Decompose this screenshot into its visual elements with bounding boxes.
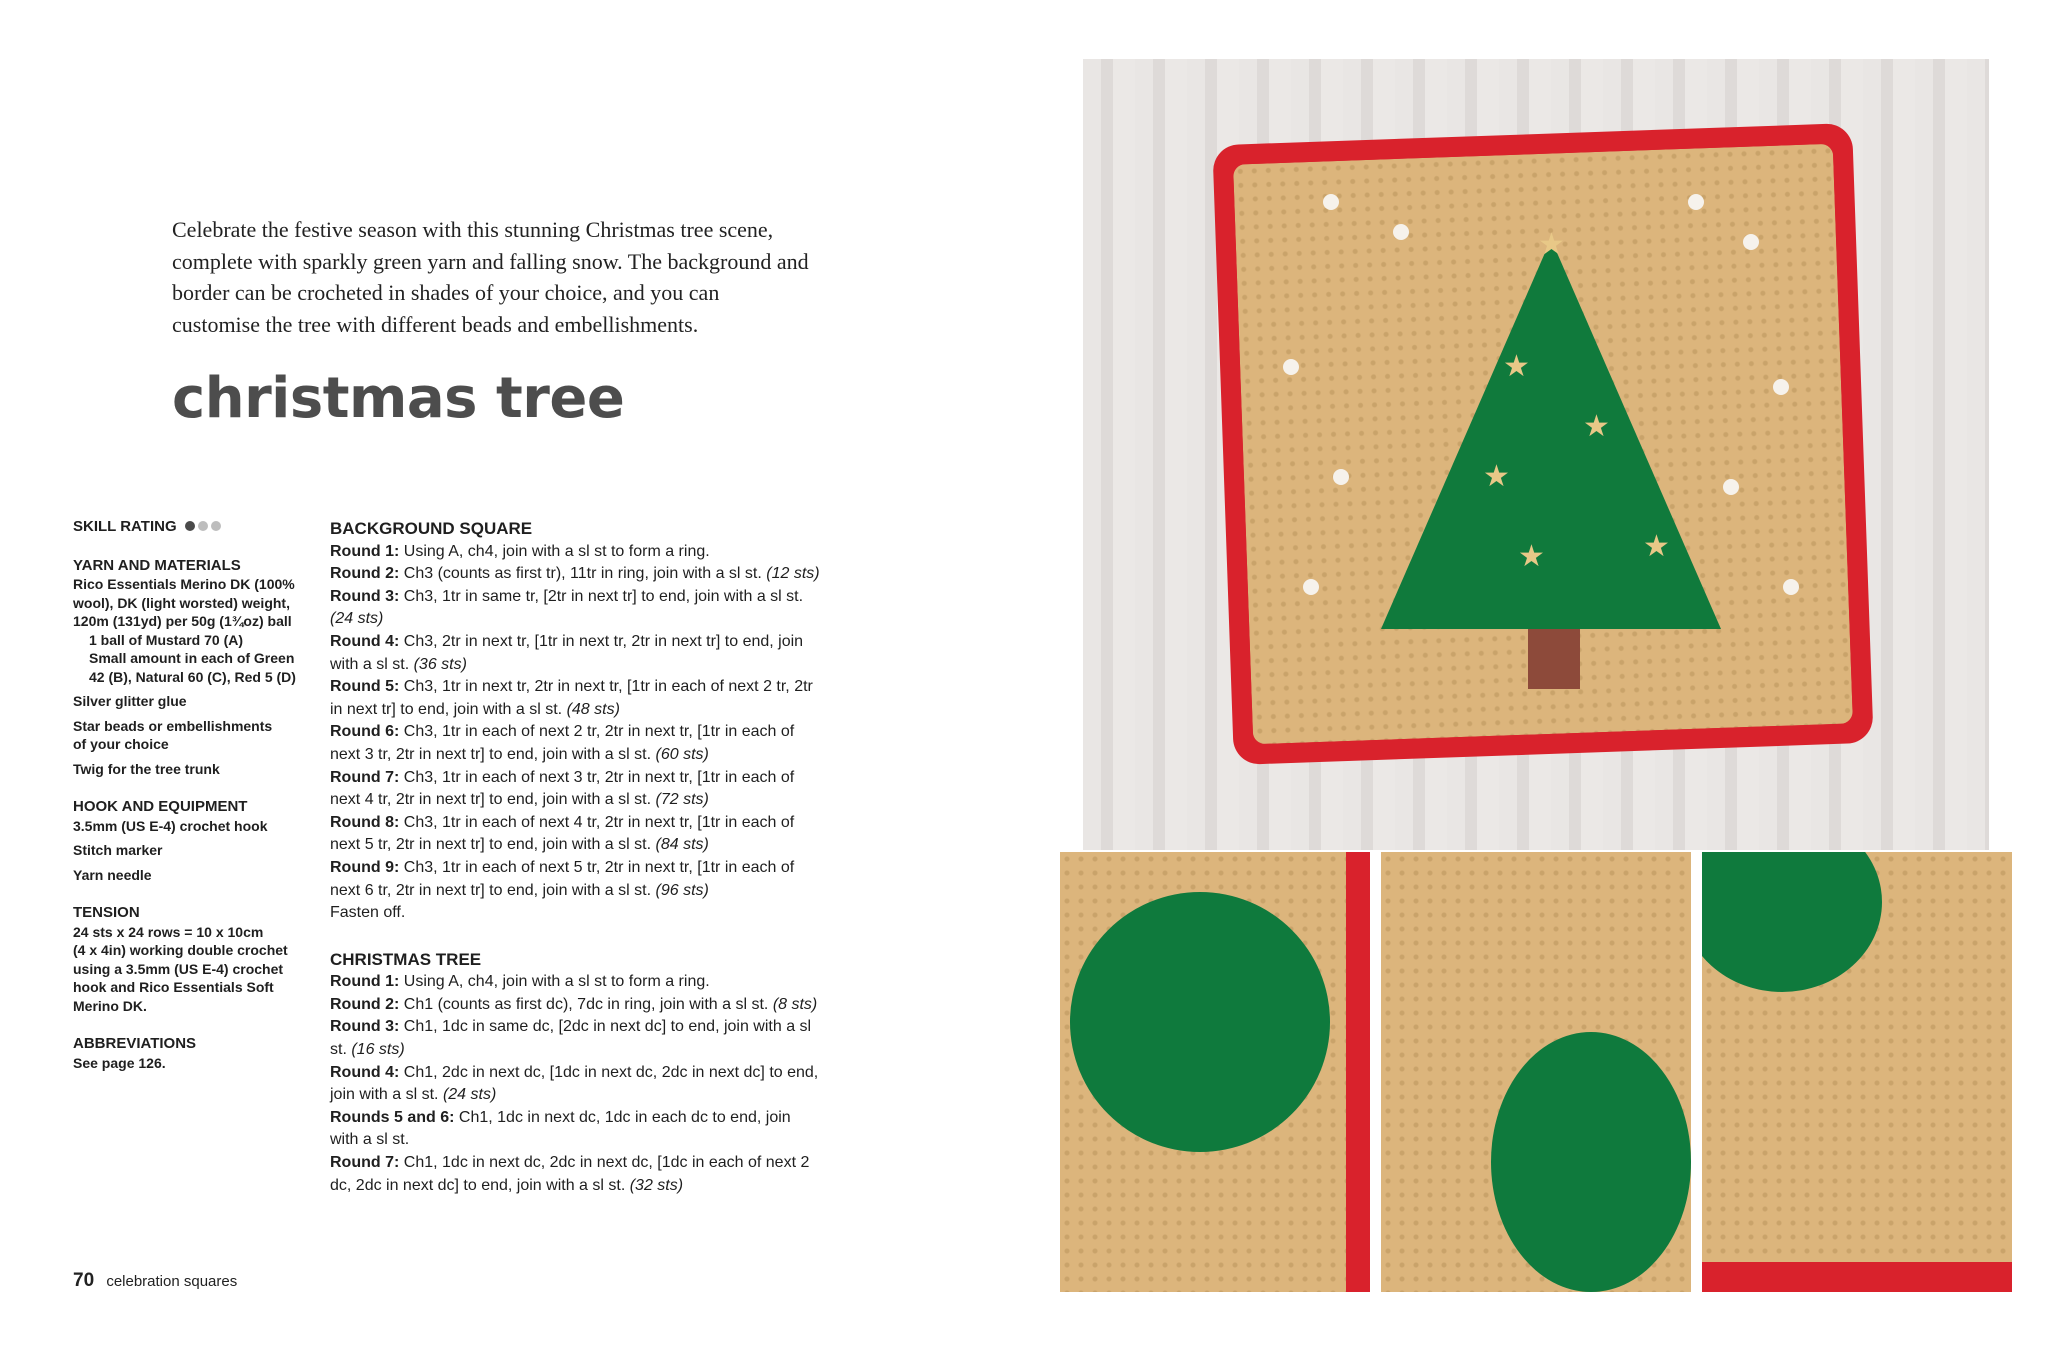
pattern-round [330,812,820,857]
round-label: Rounds 5 and 6: [330,1108,455,1126]
material-twig: Twig for the tree trunk [73,760,220,777]
round-text: Ch3, 2tr in next tr, [1tr in next tr, 2tr in next tr] to end, join with a sl st. [330,632,804,673]
detail-photo-3 [1702,852,2012,1292]
stitch-count: (48 sts) [566,700,620,718]
abbreviations-text: See page 126. [73,1054,166,1071]
tree-rounds [330,971,820,1197]
round-text: Ch1, 1dc in next dc, 1dc in each dc to end, join with a sl st. [330,1108,791,1149]
snow-bead [1773,379,1789,395]
text-line: 1 ball of Mustard 70 (A) [89,631,244,648]
round-text: Ch1, 1dc in same dc, [2dc in next dc] to end, join with a sl st. [330,1018,812,1059]
star-bead: ★ [1643,530,1670,563]
stitch-count: (84 sts) [655,836,709,854]
text-line: 42 (B), Natural 60 (C), Red 5 (D) [89,668,296,685]
text-line: 120m (131yd) per 50g (1¾oz) ball [73,613,292,630]
section-name: celebration squares [106,1273,238,1290]
yarn-colours [73,631,313,687]
round-text: Ch3 (counts as first tr), 11tr in ring, join with a sl st. [399,565,762,583]
pattern-instructions [330,518,820,1197]
round-label: Round 1: [330,542,400,560]
round-label: Round 8: [330,813,400,831]
round-label: Round 4: [330,1063,400,1081]
background-rounds [330,541,820,903]
pattern-round [330,1107,820,1152]
skill-rating [73,518,313,537]
round-label: Round 4: [330,632,400,650]
star-bead: ★ [1583,410,1610,443]
intro-paragraph: Celebrate the festive season with this stunning Christmas tree scene, complete with sparkly green yarn and falling snow. The background and border can be crocheted in shades of your choice, and you can customise the tree with different beads and embellishments. [172,217,809,337]
round-label: Round 2: [330,565,400,583]
stitch-count: (8 sts) [772,995,818,1013]
snow-bead [1333,469,1349,485]
tree-detail [1702,852,1882,992]
main-photo [1083,59,1989,850]
yarn-heading: YARN AND MATERIALS [73,556,241,574]
round-label: Round 2: [330,995,400,1013]
pattern-round [330,586,820,631]
tree-detail [1070,892,1330,1152]
skill-dot [198,521,208,531]
round-text: Ch3, 1tr in same tr, [2tr in next tr] to end, join with a sl st. [399,587,804,605]
text-line: 24 sts x 24 rows = 10 x 10cm [73,923,264,940]
text-line: Merino DK. [73,997,147,1014]
stitch-count: (36 sts) [413,655,467,673]
pattern-round [330,857,820,902]
pattern-round [330,1016,820,1061]
pattern-round [330,971,820,994]
text-line: wool), DK (light worsted) weight, [73,594,290,611]
hook-item: Stitch marker [73,842,163,859]
pattern-round [330,541,820,564]
pattern-round [330,721,820,766]
text-line: hook and Rico Essentials Soft [73,979,274,996]
round-text: Using A, ch4, join with a sl st to form a ring. [399,542,710,560]
material-beads [73,717,313,754]
detail-photo-2 [1381,852,1691,1292]
skill-rating-dots [185,518,224,537]
snow-bead [1723,479,1739,495]
round-text: Ch3, 1tr in each of next 2 tr, 2tr in next tr, [1tr in each of next 3 tr, 2tr in next tr] to end, join with a sl st. [330,723,795,763]
round-text: Using A, ch4, join with a sl st to form a ring. [399,973,710,991]
abbreviations-heading: ABBREVIATIONS [73,1035,197,1053]
page-number: 70 [73,1270,95,1291]
pattern-round [330,767,820,812]
snow-bead [1393,224,1409,240]
star-bead: ★ [1518,540,1545,573]
pattern-round [330,563,820,586]
text-line: using a 3.5mm (US E-4) crochet [73,960,284,977]
snow-bead [1283,359,1299,375]
snow-bead [1303,579,1319,595]
skill-dot [185,521,195,531]
snow-bead [1323,194,1339,210]
pattern-round [330,676,820,721]
material-beads-line2: of your choice [73,736,169,753]
round-text: Ch3, 1tr in next tr, 2tr in next tr, [1tr in each of next 2 tr, 2tr in next tr] to end, join with a sl st. [330,678,813,718]
stitch-count: (24 sts) [330,610,384,628]
round-label: Round 1: [330,973,400,991]
page-title: christmas tree [172,366,625,431]
round-label: Round 3: [330,587,400,605]
christmas-tree-heading: CHRISTMAS TREE [330,949,482,969]
pattern-round [330,994,820,1017]
materials-sidebar [73,518,313,1072]
star-bead: ★ [1483,460,1510,493]
round-text: Ch1, 2dc in next dc, [1dc in next dc, 2dc in next dc] to end, join with a sl st. [330,1063,819,1104]
tension-text [73,923,313,1016]
border-edge [1346,852,1370,1292]
pattern-round [330,1062,820,1107]
detail-photo-1 [1060,852,1370,1292]
round-label: Round 5: [330,678,400,696]
hook-item: Yarn needle [73,866,152,883]
star-bead: ★ [1538,228,1565,261]
text-line: (4 x 4in) working double crochet [73,942,288,959]
text-line: Small amount in each of Green [89,650,295,667]
stitch-count: (72 sts) [655,791,709,809]
border-edge [1702,1262,2012,1292]
round-text: Ch3, 1tr in each of next 4 tr, 2tr in next tr, [1tr in each of next 5 tr, 2tr in next tr] to end, join with a sl st. [330,813,795,854]
round-text: Ch1 (counts as first dc), 7dc in ring, join with a sl st. [399,995,769,1013]
tension-heading: TENSION [73,904,140,922]
tree-shape [1381,239,1721,629]
round-text: Ch3, 1tr in each of next 5 tr, 2tr in next tr, [1tr in each of next 6 tr, 2tr in next tr] to end, join with a sl st. [330,858,795,899]
stitch-count: (96 sts) [655,881,709,899]
hook-heading: HOOK AND EQUIPMENT [73,798,248,816]
pattern-round [330,1152,820,1197]
tree-trunk [1528,629,1580,689]
tree-detail [1491,1032,1691,1292]
stitch-count: (32 sts) [629,1176,684,1194]
round-label: Round 7: [330,768,400,786]
snow-bead [1743,234,1759,250]
stitch-count: (24 sts) [442,1086,497,1104]
round-label: Round 6: [330,723,400,741]
pattern-round [330,631,820,676]
stitch-count: (60 sts) [655,745,709,763]
round-text: Ch3, 1tr in each of next 3 tr, 2tr in next tr, [1tr in each of next 4 tr, 2tr in next tr] to end, join with a sl st. [330,768,795,809]
round-label: Round 9: [330,858,400,876]
snow-bead [1783,579,1799,595]
hook-item: 3.5mm (US E-4) crochet hook [73,817,268,834]
skill-dot [211,521,221,531]
yarn-description [73,575,313,631]
fasten-off: Fasten off. [330,904,406,922]
snow-bead [1688,194,1704,210]
star-bead: ★ [1503,350,1530,383]
text-line: Rico Essentials Merino DK (100% [73,576,295,593]
skill-rating-label: SKILL RATING [73,518,177,536]
page-footer [73,1270,237,1292]
background-square-heading: BACKGROUND SQUARE [330,519,533,538]
material-glitter: Silver glitter glue [73,693,187,710]
material-beads-line1: Star beads or embellishments [73,717,273,734]
round-label: Round 7: [330,1154,400,1172]
round-label: Round 3: [330,1018,400,1036]
round-text: Ch1, 1dc in next dc, 2dc in next dc, [1dc in each of next 2 dc, 2dc in next dc] to end, join with a sl st. [330,1154,810,1194]
stitch-count: (12 sts) [766,565,820,583]
stitch-count: (16 sts) [351,1041,405,1059]
